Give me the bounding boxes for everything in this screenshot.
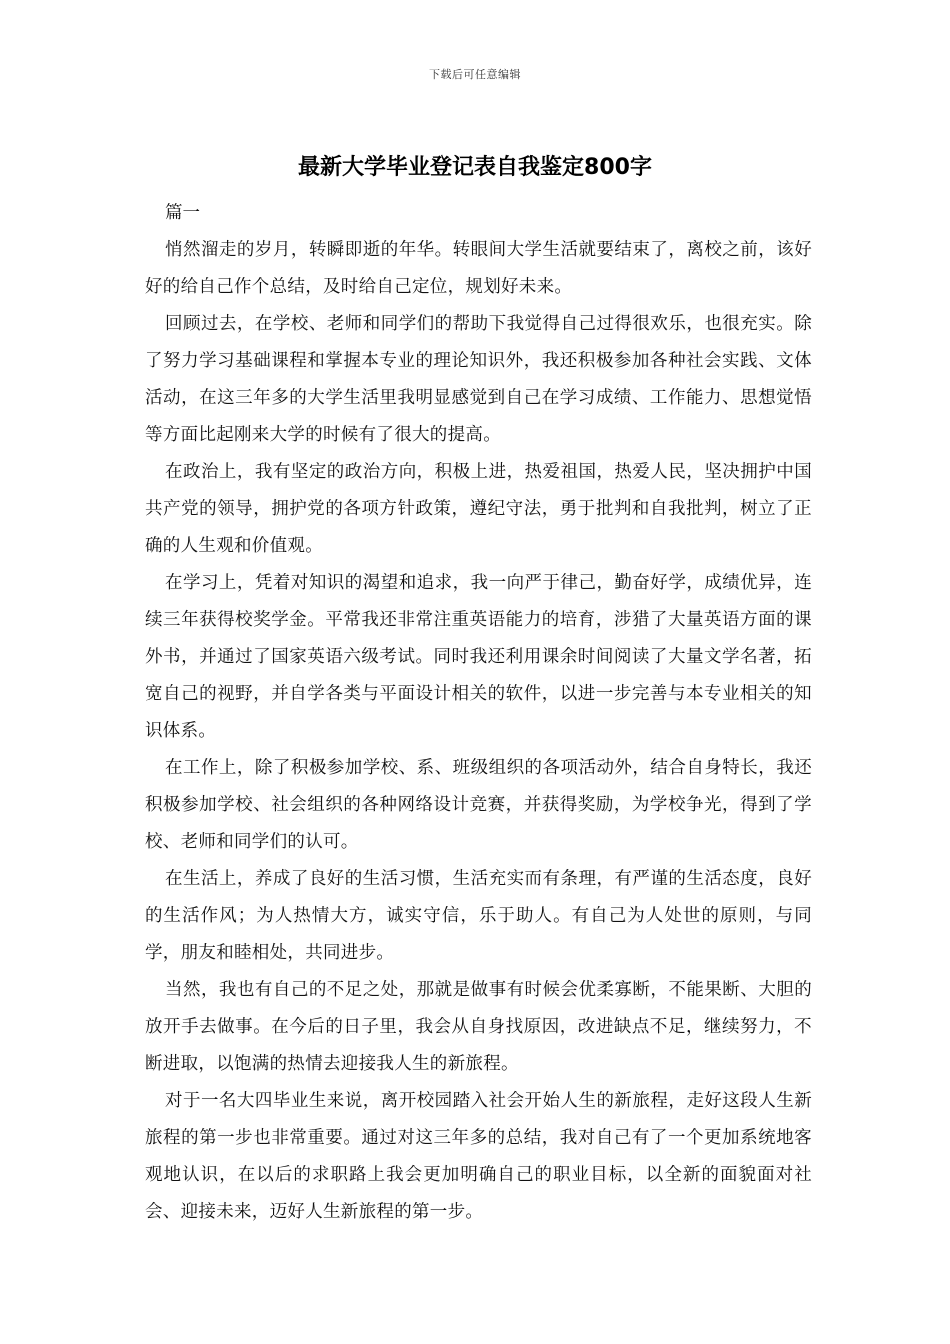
page-header-note: 下载后可任意编辑 <box>429 68 521 81</box>
paragraph: 悄然溜走的岁月，转瞬即逝的年华。转眼间大学生活就要结束了，离校之前，该好好的给自己作个总结，及时给自己定位，规划好未来。 <box>145 240 812 297</box>
document-title: 最新大学毕业登记表自我鉴定800字 <box>298 155 652 180</box>
document-body <box>145 195 812 1231</box>
paragraph: 在生活上，养成了良好的生活习惯，生活充实而有条理，有严谨的生活态度，良好的生活作风；为人热情大方，诚实守信，乐于助人。有自己为人处世的原则，与同学，朋友和睦相处，共同进步。 <box>145 869 812 963</box>
paragraph: 对于一名大四毕业生来说，离开校园踏入社会开始人生的新旅程，走好这段人生新旅程的第一步也非常重要。通过对这三年多的总结，我对自己有了一个更加系统地客观地认识，在以后的求职路上我会更加明确自己的职业目标，以全新的面貌面对社会、迎接未来，迈好人生新旅程的第一步。 <box>145 1091 812 1222</box>
section-label: 篇一 <box>165 203 200 223</box>
paragraph: 当然，我也有自己的不足之处，那就是做事有时候会优柔寡断，不能果断、大胆的放开手去做事。在今后的日子里，我会从自身找原因，改进缺点不足，继续努力，不断进取，以饱满的热情去迎接我人生的新旅程。 <box>145 980 812 1074</box>
paragraph: 在政治上，我有坚定的政治方向，积极上进，热爱祖国，热爱人民，坚决拥护中国共产党的领导，拥护党的各项方针政策，遵纪守法，勇于批判和自我批判，树立了正确的人生观和价值观。 <box>145 462 812 556</box>
paragraph: 在工作上，除了积极参加学校、系、班级组织的各项活动外，结合自身特长，我还积极参加学校、社会组织的各种网络设计竞赛，并获得奖励，为学校争光，得到了学校、老师和同学们的认可。 <box>145 758 812 852</box>
paragraph: 在学习上，凭着对知识的渴望和追求，我一向严于律己，勤奋好学，成绩优异，连续三年获得校奖学金。平常我还非常注重英语能力的培育，涉猎了大量英语方面的课外书，并通过了国家英语六级考试。同时我还利用课余时间阅读了大量文学名著，拓宽自己的视野，并自学各类与平面设计相关的软件，以进一步完善与本专业相关的知识体系。 <box>145 573 812 741</box>
paragraph: 回顾过去，在学校、老师和同学们的帮助下我觉得自己过得很欢乐，也很充实。除了努力学习基础课程和掌握本专业的理论知识外，我还积极参加各种社会实践、文体活动，在这三年多的大学生活里我明显感觉到自己在学习成绩、工作能力、思想觉悟等方面比起刚来大学的时候有了很大的提高。 <box>145 314 812 445</box>
